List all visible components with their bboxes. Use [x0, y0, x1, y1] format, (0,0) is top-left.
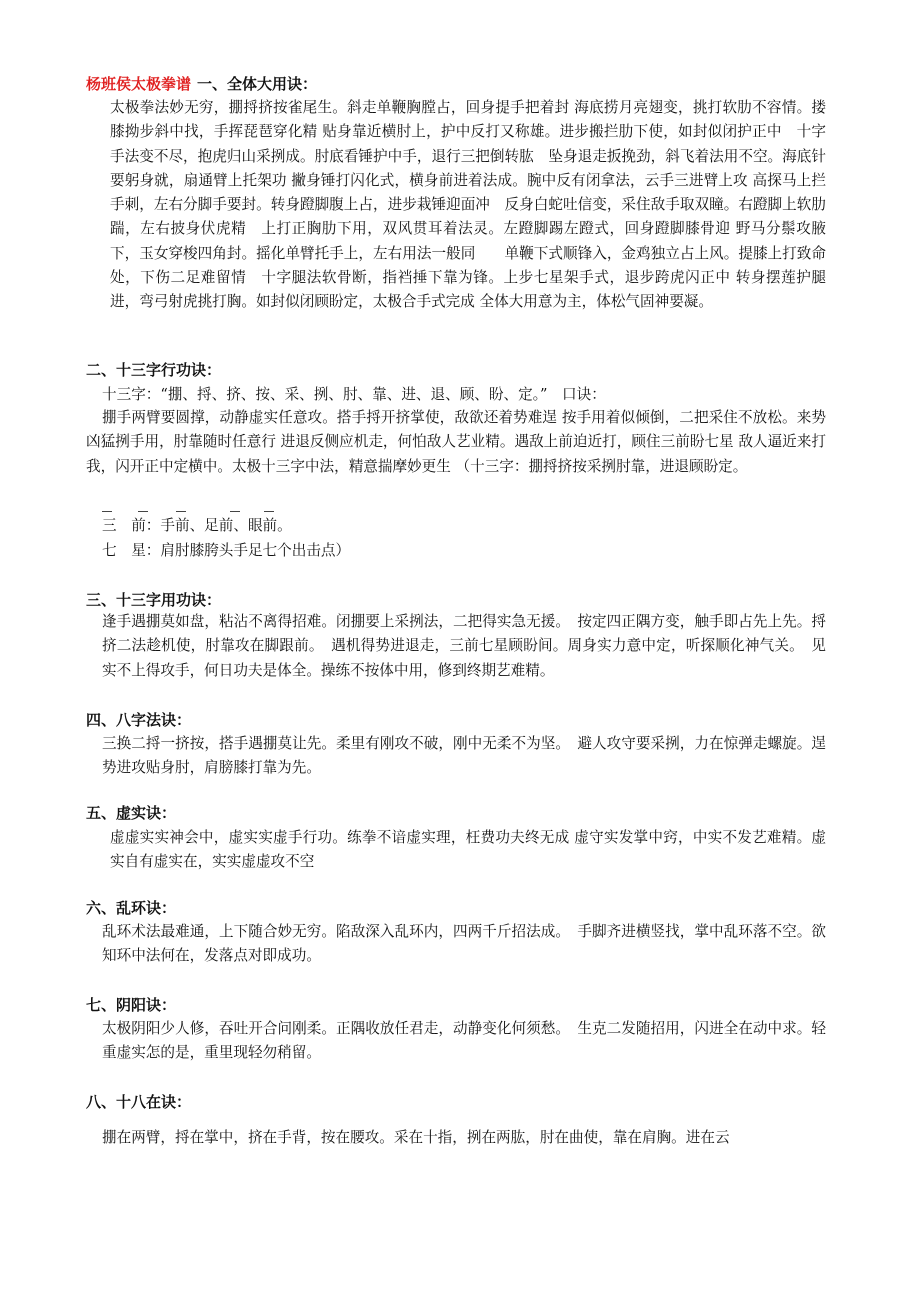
- note-seven-stars-label: 七 星：: [102, 542, 161, 559]
- cut-off-text-fragment: [102, 508, 302, 514]
- note-three-fronts-text: 手前、足前、眼前。: [160, 517, 292, 534]
- section-6-body: 乱环术法最难通，上下随合妙无穷。陷敌深入乱环内，四两千斤招法成。 手脚齐进横竖找，掌中乱环落不空。欲知环中法何在，发落点对即成功。: [102, 923, 826, 965]
- section-heading-7: 七、阴阳诀：: [86, 996, 177, 1014]
- note-three-fronts-label: 三 前：: [102, 517, 161, 534]
- section-1-body: 太极拳法妙无穷，掤捋挤按雀尾生。斜走单鞭胸膛占，回身提手把着封 海底捞月亮翅变，挑打软肋不容情。搂膝拗步斜中找，手挥琵琶穿化精 贴身靠近横肘上，护中反打又称雄。进步搬拦肋下使，如封似闭护正中 十字手法变不尽，抱虎归山采挒成。肘底看锤护中手，退行三把倒转肱 坠身退走扳挽劲，斜飞着法用不空。海底针要躬身就，扇通臂上托架功 撇身锤打闪化式，横身前进着法成。腕中反有闭拿法，云手三进臂上攻 高探马上拦手刺，左右分脚手要封。转身蹬脚腹上占，进步栽锤迎面冲 反身白蛇吐信变，采住敌手取双瞳。右蹬脚上软肋踹，左右披身伏虎精 上打正胸肋下用，双风贯耳着法灵。左蹬脚踢左蹬式，回身蹬脚膝骨迎 野马分鬃攻腋下，玉女穿梭四角封。摇化单臂托手上，左右用法一般同 单鞭下式顺锋入，金鸡独立占上风。提膝上打致命处，下伤二足难留情 十字腿法软骨断，指裆捶下靠为锋。上步七星架手式，退步跨虎闪正中 转身摆莲护腿进，弯弓射虎挑打胸。如封似闭顾盼定，太极合手式完成 全体大用意为主，体松气固神要凝。: [110, 99, 826, 311]
- section-2-intro: 十三字：“掤、捋、挤、按、采、挒、肘、靠、进、退、顾、盼、定。” 口诀：: [102, 386, 606, 403]
- section-4-body: 三换二捋一挤按，搭手遇掤莫让先。柔里有刚攻不破，刚中无柔不为坚。 避人攻守要采挒，力在惊弹走螺旋。逞势进攻贴身肘，肩膀膝打靠为先。: [102, 735, 826, 777]
- section-5-body: 虚虚实实神会中，虚实实虚手行功。练拳不谙虚实理，枉费功夫终无成 虚守实发掌中窍，中实不发艺难精。虚实自有虚实在，实实虚虚攻不空: [110, 829, 826, 871]
- section-heading-4: 四、八字法诀：: [86, 711, 192, 729]
- note-seven-stars: [102, 540, 350, 562]
- section-1-title: 一、全体大用诀：: [197, 75, 318, 93]
- section-heading-2: 二、十三字行功诀：: [86, 361, 222, 379]
- section-heading-5: 五、虚实诀：: [86, 804, 177, 822]
- section-3-body: 逢手遇掤莫如盘，粘沾不离得招难。闭掤要上采挒法，二把得实急无援。 按定四正隅方变，触手即占先上先。捋挤二法趁机使，肘靠攻在脚跟前。 遇机得势进退走，三前七星顾盼间。周身实力意中定，听探顺化神气关。 见实不上得攻手，何日功夫是体全。操练不按体中用，修到终期艺难精。: [102, 613, 826, 679]
- section-2-body: 掤手两臂要圆撑，动静虚实任意攻。搭手捋开挤掌使，敌欲还着势难逞 按手用着似倾倒，二把采住不放松。来势凶猛挒手用，肘靠随时任意行 进退反侧应机走，何怕敌人艺业精。遇敌上前迫近打，顾住三前盼七星 敌人逼近来打我，闪开正中定横中。太极十三字中法，精意揣摩妙更生 （十三字：掤捋挤按采挒肘靠，进退顾盼定。: [86, 409, 826, 475]
- note-three-fronts: [102, 515, 292, 537]
- note-seven-stars-text: 肩肘膝胯头手足七个出击点）: [160, 542, 351, 559]
- section-8-body: 掤在两臂，捋在掌中，挤在手背，按在腰攻。采在十指，挒在两肱，肘在曲使，靠在肩胸。进在云: [102, 1129, 730, 1146]
- section-heading-8: 八、十八在诀：: [86, 1093, 192, 1111]
- section-heading-3: 三、十三字用功诀：: [86, 591, 222, 609]
- document-title: 杨班侯太极拳谱: [86, 75, 192, 93]
- section-heading-6: 六、乱环诀：: [86, 899, 177, 917]
- section-7-body: 太极阴阳少人修，吞吐开合问刚柔。正隅收放任君走，动静变化何须愁。 生克二发随招用，闪进全在动中求。轻重虚实怎的是，重里现轻勿稍留。: [102, 1020, 826, 1062]
- section-heading-1: [86, 74, 317, 94]
